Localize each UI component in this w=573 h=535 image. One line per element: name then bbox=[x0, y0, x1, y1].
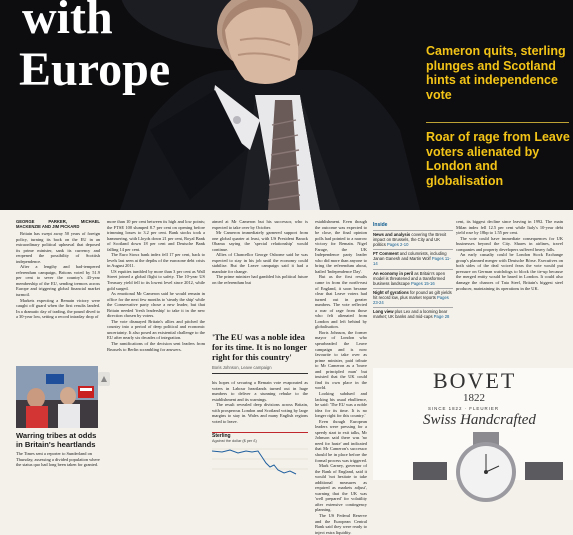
paragraph: Mr Cameron immediately garnered support from one global quarter at least, with US President Barack Obama saying the 'special relationship' would continue. bbox=[212, 230, 308, 252]
paragraph: cent, its biggest decline since leaving in 1992. The main Milan index fell 12.5 per cent while Italy's 10-year debt yield rose by 18bp to 1.55 per cent. bbox=[456, 219, 563, 236]
story-column-3 bbox=[212, 219, 308, 329]
paragraph: The prime minister had gambled his political future on the referendum but bbox=[212, 274, 308, 286]
story-column-1 bbox=[16, 219, 100, 359]
ad-brand: BOVET bbox=[433, 368, 517, 393]
paragraph: As emotional Mr Cameron said he would remain in office for the next few months to 'steady the ship' while the Conservative party chose a new leader, but that Britain needed 'fresh leadership' to take it in the new direction chosen by voters. bbox=[107, 291, 205, 319]
story-column-3b bbox=[212, 380, 308, 428]
inside-item-page: Pages 15-16 bbox=[410, 280, 435, 286]
hero-photo bbox=[0, 0, 573, 210]
inset-photo bbox=[16, 366, 98, 428]
story-column-4 bbox=[315, 219, 367, 535]
chart-plot bbox=[212, 443, 308, 477]
paragraph: But as the first results came in from the north-east of England, it soon became clear that Leave voters had turned out in greater numbers. The vote reflected a roar of rage from those who felt alienated from London and left behind by globalisation. bbox=[315, 274, 367, 330]
paragraph: Mark Carney, governor of the Bank of England, said it would 'not hesitate to take additional measures as required as markets adjust', warning that the UK was 'well prepared' for volatility after extensive contingency planning. bbox=[315, 463, 367, 513]
inside-box bbox=[373, 222, 453, 321]
paragraph: Britain has swept away 50 years of foreign policy, turning its back on the EU in an extraordinary political upheaval that deposed its prime minister, sank its currency and reopened the possibility of Scottish independence. bbox=[16, 231, 100, 264]
inside-item-lead: News and analysis bbox=[373, 232, 411, 237]
story-column-5 bbox=[456, 219, 563, 364]
chart-title: Sterling bbox=[212, 433, 231, 439]
inside-item-text: plus Lex and a looming bear market; UK banks and mid-caps bbox=[373, 309, 448, 320]
story-column-2 bbox=[107, 219, 205, 480]
inside-item-lead: An economy in peril bbox=[373, 270, 414, 276]
inside-item-lead: Long view bbox=[373, 309, 394, 315]
paragraph: more than 10 per cent between its high and low points; the FTSE 100 slumped 8.7 per cent on opening before trimming losses to 3.2 per cent. Bank stocks took a hammering, with Lloyds down 21 per cent, Royal Bank of Scotland down 18 per cent and Deutsche Bank falling 14 per cent. bbox=[107, 219, 205, 252]
inside-item[interactable] bbox=[373, 307, 453, 319]
paragraph: establishment. Even though the outcome was expected to be close, the final opinion polls had pointed to a narrow victory for Remain. Nigel Farage, the UK Independence party leader who did more than anyone to bring the referendum about, hailed 'Independence Day'. bbox=[315, 219, 367, 274]
primary-deck: Cameron quits, sterling plunges and Scotland hints at independence vote bbox=[426, 44, 566, 102]
inside-item-text: as Britain's open model is threatened and a transformed business landscape bbox=[373, 270, 446, 286]
paragraph: Markets expecting a Remain victory were caught off guard when the first results landed. In a dramatic day of trading, the pound dived to a 30-year low, setting a record intraday drop of bbox=[16, 297, 100, 320]
inside-item-page: Pages 2-10 bbox=[386, 242, 409, 248]
paragraph: The vote could have immediate consequences for UK businesses beyond the City. Shares in airlines, travel companies and property developers suffered heavy falls. bbox=[456, 235, 563, 252]
sterling-chart bbox=[212, 432, 308, 480]
secondary-deck: Roar of rage from Leave voters alienated by London and globalisation bbox=[426, 130, 570, 188]
inset-headline: Warring tribes at odds in Britain's heartlands bbox=[16, 431, 97, 449]
headline-line-2: Europe bbox=[19, 43, 171, 96]
bovet-advert[interactable] bbox=[373, 368, 573, 480]
inside-item-page: Page 28 bbox=[433, 314, 450, 320]
ad-script: Swiss Handcrafted bbox=[423, 412, 536, 428]
ad-tagline: SINCE 1822 · FLEURIER bbox=[428, 406, 500, 411]
inside-item-lead: Night of gyrations bbox=[373, 289, 409, 295]
inside-item-text: and columnists, including Janan Ganesh and Martin Wolf bbox=[373, 251, 447, 262]
byline: GEORGE PARKER, MICHAEL MACKENZIE AND JIM PICKARD bbox=[16, 219, 100, 229]
paragraph: After a lengthy and bad-tempered referendum campaign, Britons voted by 51.9 per cent to sever the country's 43-year membership of the EU, sending tremors across Europe and triggering global financial market turmoil. bbox=[16, 264, 100, 298]
paragraph: Boris Johnson, the former mayor of London who spearheaded the Leave campaign and is now favourite to take over as prime minister, paid tribute to Mr Cameron as a 'brave and principled man' but insisted that the UK could find its own place in the world. bbox=[315, 329, 367, 391]
chart-subtitle: Against the dollar ($ per £) bbox=[212, 439, 257, 443]
paragraph: Even though European leaders were pressing for a speedy start to exit talks, Mr Johnson said there was 'no need for haste' and indicated that Mr Cameron's successor should be in place before the formal process was triggered. bbox=[315, 418, 367, 463]
inside-item[interactable] bbox=[373, 269, 453, 286]
ad-year: 1822 bbox=[463, 392, 485, 404]
paragraph: The result revealed deep divisions across Britain, with prosperous London and Scotland voting by large margins to stay in. Wales and many English regions voted to leave. bbox=[212, 402, 308, 424]
inside-item-page: Pages 23-24 bbox=[373, 294, 449, 306]
inside-item[interactable] bbox=[373, 288, 453, 305]
inside-item-text: covering the Brexit impact on Brussels, the City and UK politics bbox=[373, 232, 447, 248]
paragraph: The vote dismayed Britain's allies and pitched the country into a period of deep political and economic uncertainty. It also posed an existential challenge to the EU after nearly six decades of integration. bbox=[107, 318, 205, 341]
paragraph: An early casualty could be London Stock Exchange group's planned merger with Deutsche Börse. Executives on both sides of the deal voiced fears the vote would put pressure on German watchdogs to block the tie-up because the merged entity would be based in London. It could also damage the chances of Tata Steel, Britain's biggest steel producer, maintaining its operations in the UK. bbox=[456, 252, 563, 291]
paragraph: Looking subdued and lacking his usual ebullience, he said: 'The EU was a noble idea for its time. It is no longer right for this country.' bbox=[315, 390, 367, 419]
pull-quote bbox=[212, 332, 308, 374]
inset-text: The Times sent a reporter to Sunderland on Thursday, assessing a divided population where the status quo had long been taken for granted. bbox=[16, 451, 100, 468]
paragraph: Allies of Chancellor George Osborne said he was expected to stay in his job until the economy could stabilise. But the Leave campaign said it had a mandate for change. bbox=[212, 252, 308, 274]
inside-item-page: Pages 11-14 bbox=[373, 256, 451, 267]
headline-line-1: with bbox=[22, 0, 113, 44]
paragraph: The ramifications of the decision sent leaders from Brussels to Berlin scrambling for answers. bbox=[107, 341, 205, 352]
paragraph: US equities tumbled by more than 3 per cent as Wall Street joined a global flight to safety. The 10-year US Treasury yield fell to its lowest level since 2012, while gold surged. bbox=[107, 268, 205, 291]
watch-image bbox=[413, 432, 563, 480]
pull-quote-source: Boris Johnson, Leave campaign bbox=[212, 365, 272, 370]
inside-item-lead: FT Comment bbox=[373, 251, 399, 257]
paragraph: aimed at Mr Cameron but his successor, who is expected to take over by October. bbox=[212, 219, 308, 230]
pull-quote-rule bbox=[212, 373, 308, 374]
deck-divider bbox=[426, 122, 569, 123]
paragraph: The US Federal Reserve and the European Central Bank said they were ready to inject extra liquidity. bbox=[315, 512, 367, 535]
inside-item[interactable] bbox=[373, 249, 453, 266]
paragraph: The Euro Stoxx bank index fell 17 per cent, back to levels last seen at the depths of the eurozone debt crisis in August 2011. bbox=[107, 252, 205, 269]
inside-title: Inside bbox=[373, 222, 388, 228]
inside-item[interactable] bbox=[373, 230, 453, 247]
pull-quote-text: 'The EU was a noble idea for its time. It is no longer right for this country' bbox=[212, 332, 307, 362]
inside-item-text: for pound as gilt yields hit record low, plus market reports bbox=[373, 289, 452, 300]
paragraph: his hopes of securing a Remain vote evaporated as voters in Labour heartlands turned out in huge numbers to deliver a stunning rebuke to the establishment and its warnings. bbox=[212, 380, 308, 402]
